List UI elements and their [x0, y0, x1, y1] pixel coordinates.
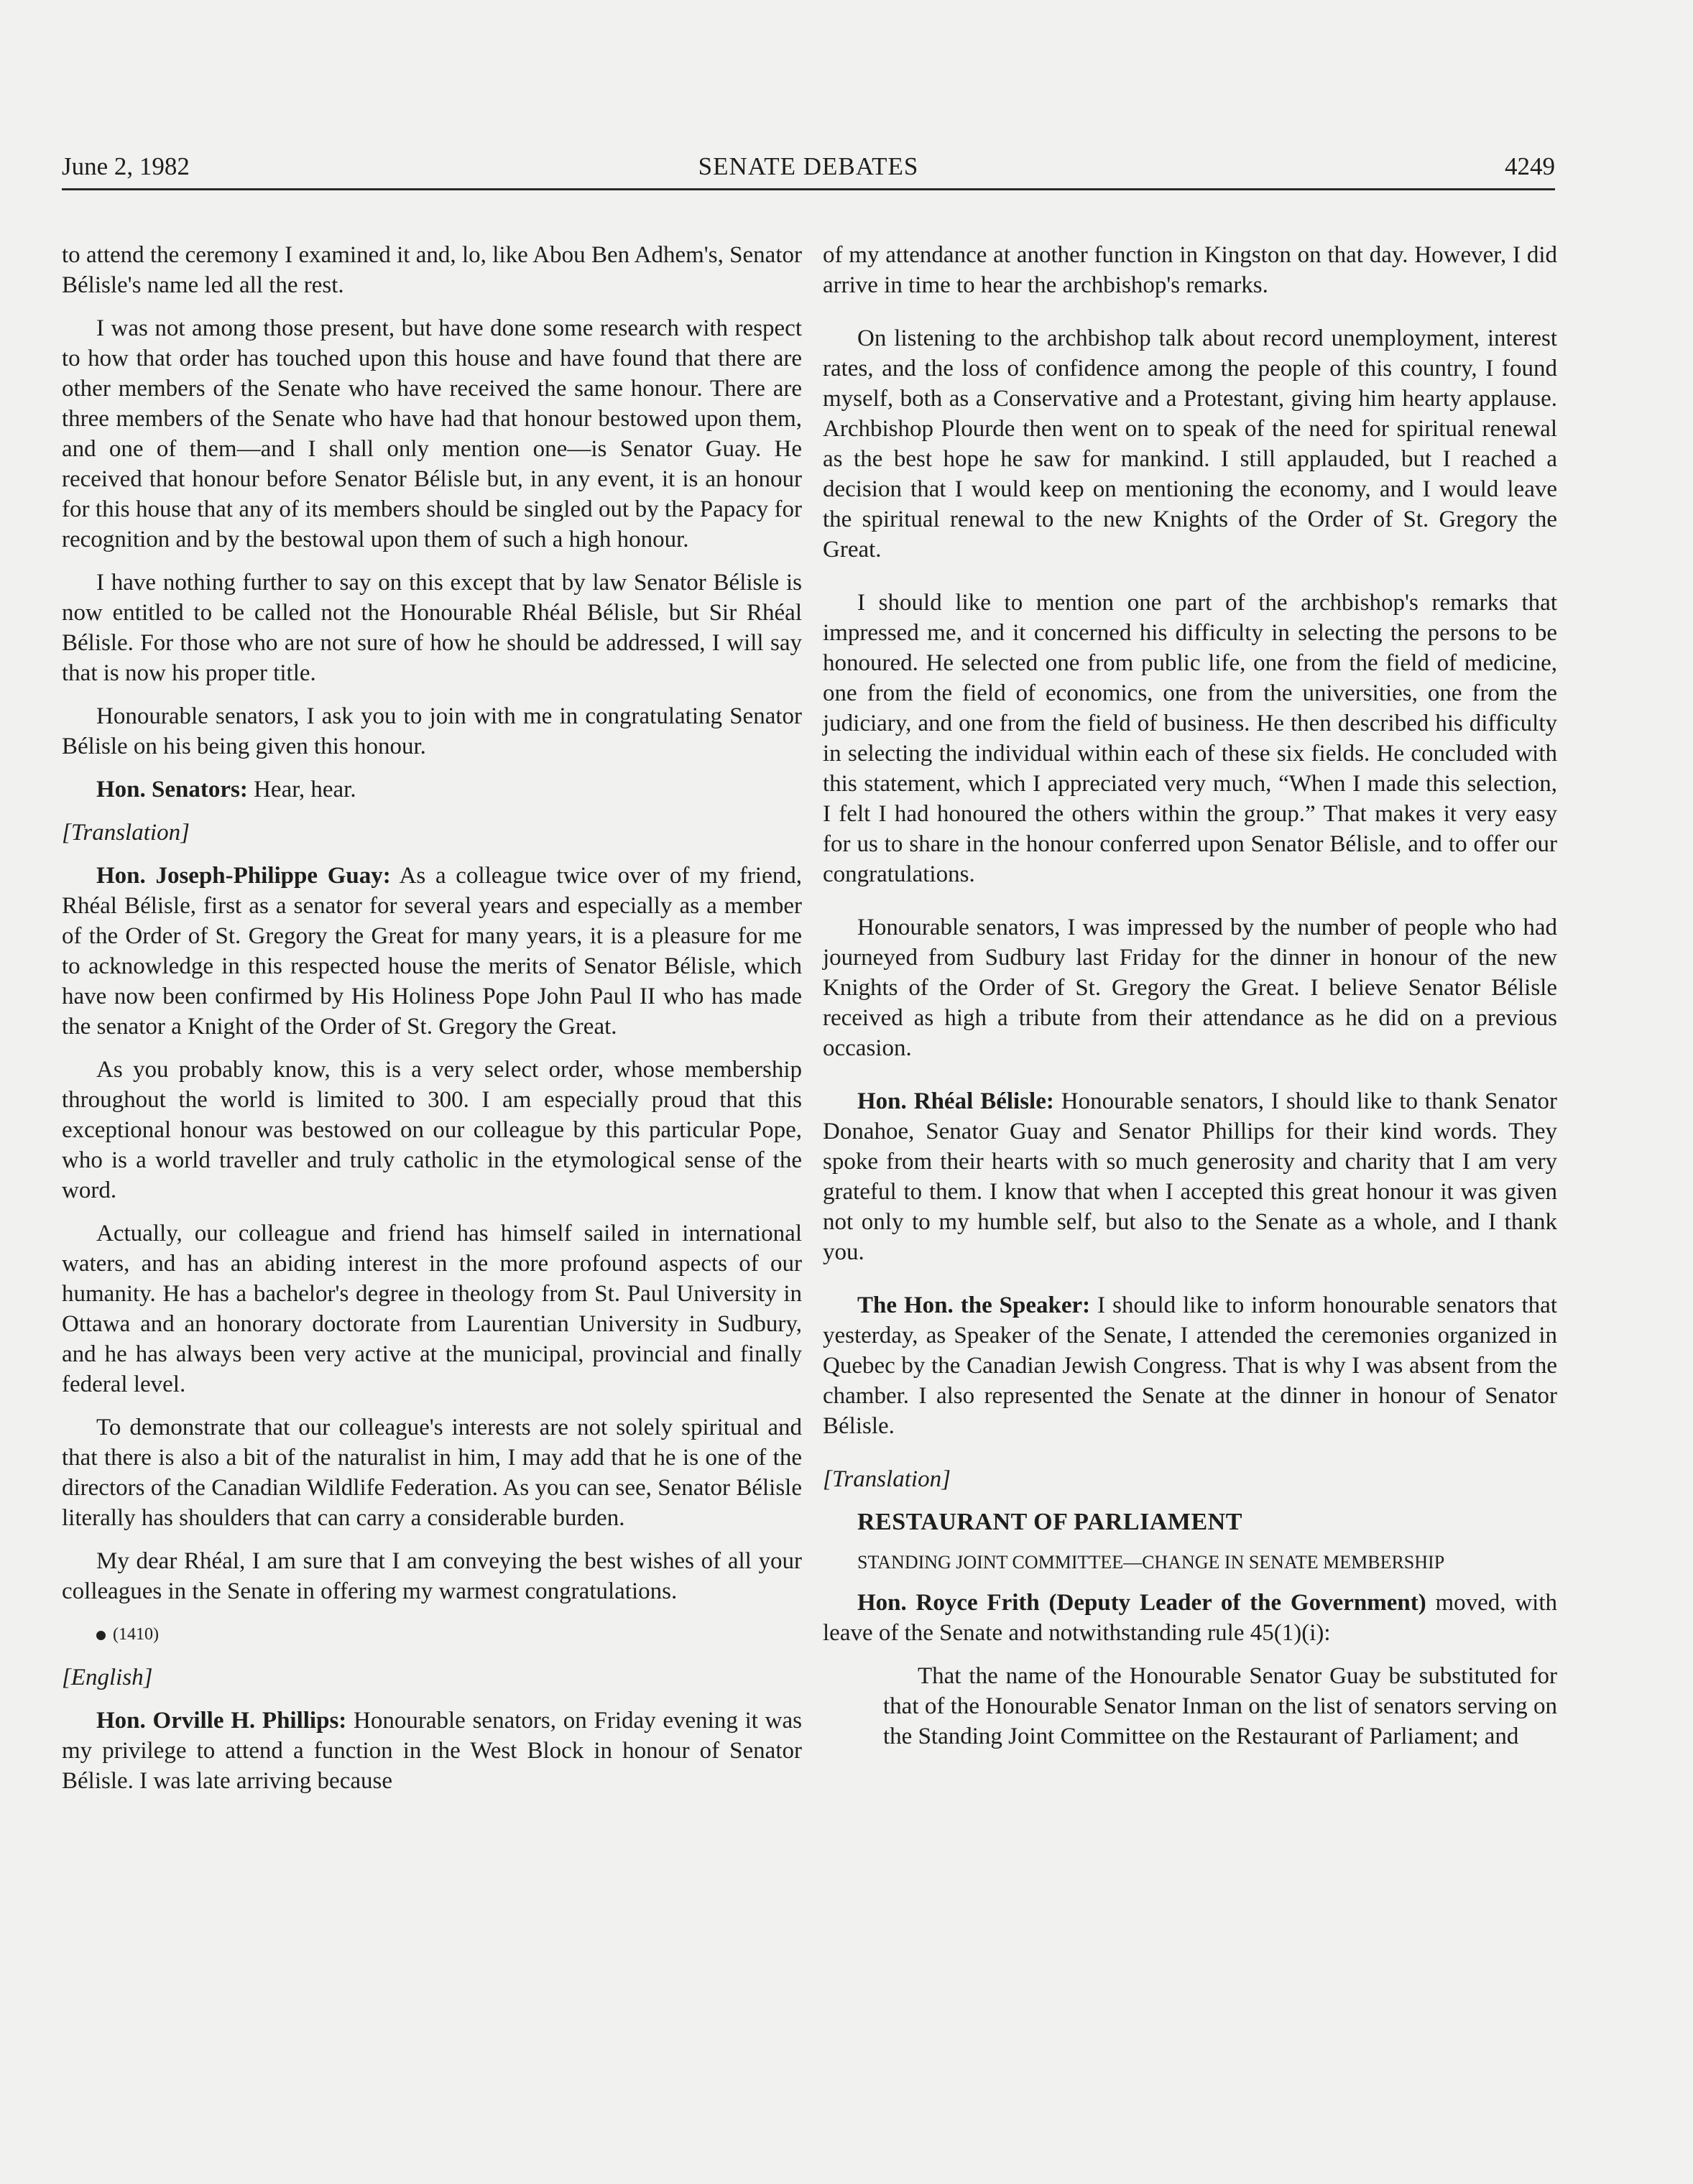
speech	[823, 1588, 1557, 1648]
speech	[62, 1706, 802, 1796]
speech-text: As a colleague twice over of my friend, Rhéal Bélisle, first as a senator for several years and especially as a member of the Order of St. Gregory the Great for many years, it is a pleasure for me to acknowledge in this respected house the merits of Senator Bélisle, which have now been confirmed by His Holiness Pope John Paul II who has made the senator a Knight of the Order of St. Gregory the Great.	[62, 863, 802, 1040]
speech-text: I should like to inform honourable senators that yesterday, as Speaker of the Senate, I attended the ceremonies organized in Quebec by the Canadian Jewish Congress. That is why I was absent from the chamber. I also represented the Senate at the dinner in honour of Senator Bélisle.	[823, 1292, 1557, 1439]
speech-text: moved, with leave of the Senate and notwithstanding rule 45(1)(i):	[823, 1590, 1557, 1646]
left-column	[62, 240, 802, 1796]
paragraph: Actually, our colleague and friend has himself sailed in international waters, and has an abiding interest in the more profound aspects of our humanity. He has a bachelor's degree in theology from St. Paul University in Ottawa and an honorary doctorate from Laurentian University in Sudbury, and he has always been very active at the municipal, provincial and finally federal level.	[62, 1221, 802, 1397]
header-title: SENATE DEBATES	[698, 152, 919, 180]
speaker-name: Hon. Royce Frith (Deputy Leader of the Government)	[857, 1590, 1426, 1616]
language-marker: [Translation]	[823, 1466, 951, 1492]
paragraph: On listening to the archbishop talk about record unemployment, interest rates, and the loss of confidence among the people of this country, I found myself, both as a Conservative and a Protestant, giving him hearty applause. Archbishop Plourde then went on to speak of the need for spiritual renewal as the best hope he saw for mankind. I still applauded, but I reached a decision that I would keep on mentioning the economy, and I would leave the spiritual renewal to the new Knights of the Order of St. Gregory the Great.	[823, 325, 1557, 563]
paragraph: I should like to mention one part of the archbishop's remarks that impressed me, and it concerned his difficulty in selecting the persons to be honoured. He selected one from public life, one from the field of medicine, one from the field of economics, one from the universities, one from the judiciary, and one from the field of business. He then described his difficulty in selecting the individual within each of these six fields. He concluded with this statement, which I appreciated very much, “When I made this selection, I felt I had honoured the others within the group.” That makes it very easy for us to share in the honour conferred upon Senator Bélisle, and to offer our congratulations.	[823, 590, 1557, 887]
time-marker	[62, 1619, 802, 1649]
time-marker-text: (1410)	[113, 1625, 159, 1644]
paragraph: As you probably know, this is a very select order, whose membership throughout the world is limited to 300. I am especially proud that this exceptional honour was bestowed on our colleague by this particular Pope, who is a world traveller and truly catholic in the etymological sense of the word.	[62, 1057, 802, 1203]
header-page-number: 4249	[1505, 152, 1555, 180]
paragraph: I have nothing further to say on this except that by law Senator Bélisle is now entitled to be called not the Honourable Rhéal Bélisle, but Sir Rhéal Bélisle. For those who are not sure of how he should be addressed, I will say that is now his proper title.	[62, 570, 802, 686]
language-marker: [English]	[62, 1665, 153, 1690]
speaker-name: Hon. Orville H. Phillips:	[96, 1708, 347, 1734]
section-heading: RESTAURANT OF PARLIAMENT	[857, 1509, 1242, 1535]
section-subheading: STANDING JOINT COMMITTEE—CHANGE IN SENATE MEMBERSHIP	[857, 1552, 1445, 1573]
bullet-icon	[96, 1631, 106, 1640]
speech-text: Hear, hear.	[247, 777, 356, 802]
speaker-name: Hon. Joseph-Philippe Guay:	[96, 863, 391, 889]
speech	[823, 1290, 1557, 1441]
language-marker: [Translation]	[62, 820, 190, 846]
paragraph: Honourable senators, I was impressed by the number of people who had journeyed from Sudbury last Friday for the dinner in honour of the new Knights of the Order of St. Gregory the Great. I believe Senator Bélisle received as high a tribute from their attendance as he did on a previous occasion.	[823, 915, 1557, 1061]
paragraph: Honourable senators, I ask you to join with me in congratulating Senator Bélisle on his being given this honour.	[62, 703, 802, 759]
page-header	[62, 152, 1555, 193]
speech-text: Honourable senators, I should like to thank Senator Donahoe, Senator Guay and Senator Phillips for their kind words. They spoke from their hearts with so much generosity and charity that I am very grateful to them. I know that when I accepted this great honour it was given not only to my humble self, but also to the Senate as a whole, and I thank you.	[823, 1088, 1557, 1265]
motion-text: That the name of the Honourable Senator Guay be substituted for that of the Honourable Senator Inman on the list of senators serving on the Standing Joint Committee on the Restaurant of Parliament; and	[883, 1663, 1557, 1749]
speaker-name: Hon. Senators:	[96, 777, 248, 802]
speech	[62, 774, 802, 805]
paragraph: To demonstrate that our colleague's interests are not solely spiritual and that there is also a bit of the naturalist in him, I may add that he is one of the directors of the Canadian Wildlife Federation. As you can see, Senator Bélisle literally has shoulders that can carry a considerable burden.	[62, 1415, 802, 1531]
header-date: June 2, 1982	[62, 152, 190, 180]
speaker-name: Hon. Rhéal Bélisle:	[857, 1088, 1054, 1114]
paragraph: I was not among those present, but have done some research with respect to how that order has touched upon this house and have found that there are other members of the Senate who have received the same honour. There are three members of the Senate who have had that honour bestowed upon them, and one of them—and I shall only mention one—is Senator Guay. He received that honour before Senator Bélisle but, in any event, it is an honour for this house that any of its members should be singled out by the Papacy for recognition and by the bestowal upon them of such a high honour.	[62, 315, 802, 552]
paragraph: of my attendance at another function in Kingston on that day. However, I did arrive in time to hear the archbishop's remarks.	[823, 242, 1557, 298]
speech	[62, 861, 802, 1042]
paragraph: My dear Rhéal, I am sure that I am conveying the best wishes of all your colleagues in the Senate in offering my warmest congratulations.	[62, 1548, 802, 1604]
paragraph: to attend the ceremony I examined it and, lo, like Abou Ben Adhem's, Senator Bélisle's name led all the rest.	[62, 242, 802, 298]
speaker-name: The Hon. the Speaker:	[857, 1292, 1091, 1318]
speech	[823, 1086, 1557, 1267]
speech-text: Honourable senators, on Friday evening it was my privilege to attend a function in the West Block in honour of Senator Bélisle. I was late arriving because	[62, 1708, 803, 1794]
right-column	[823, 240, 1557, 1752]
header-rule	[62, 188, 1555, 190]
